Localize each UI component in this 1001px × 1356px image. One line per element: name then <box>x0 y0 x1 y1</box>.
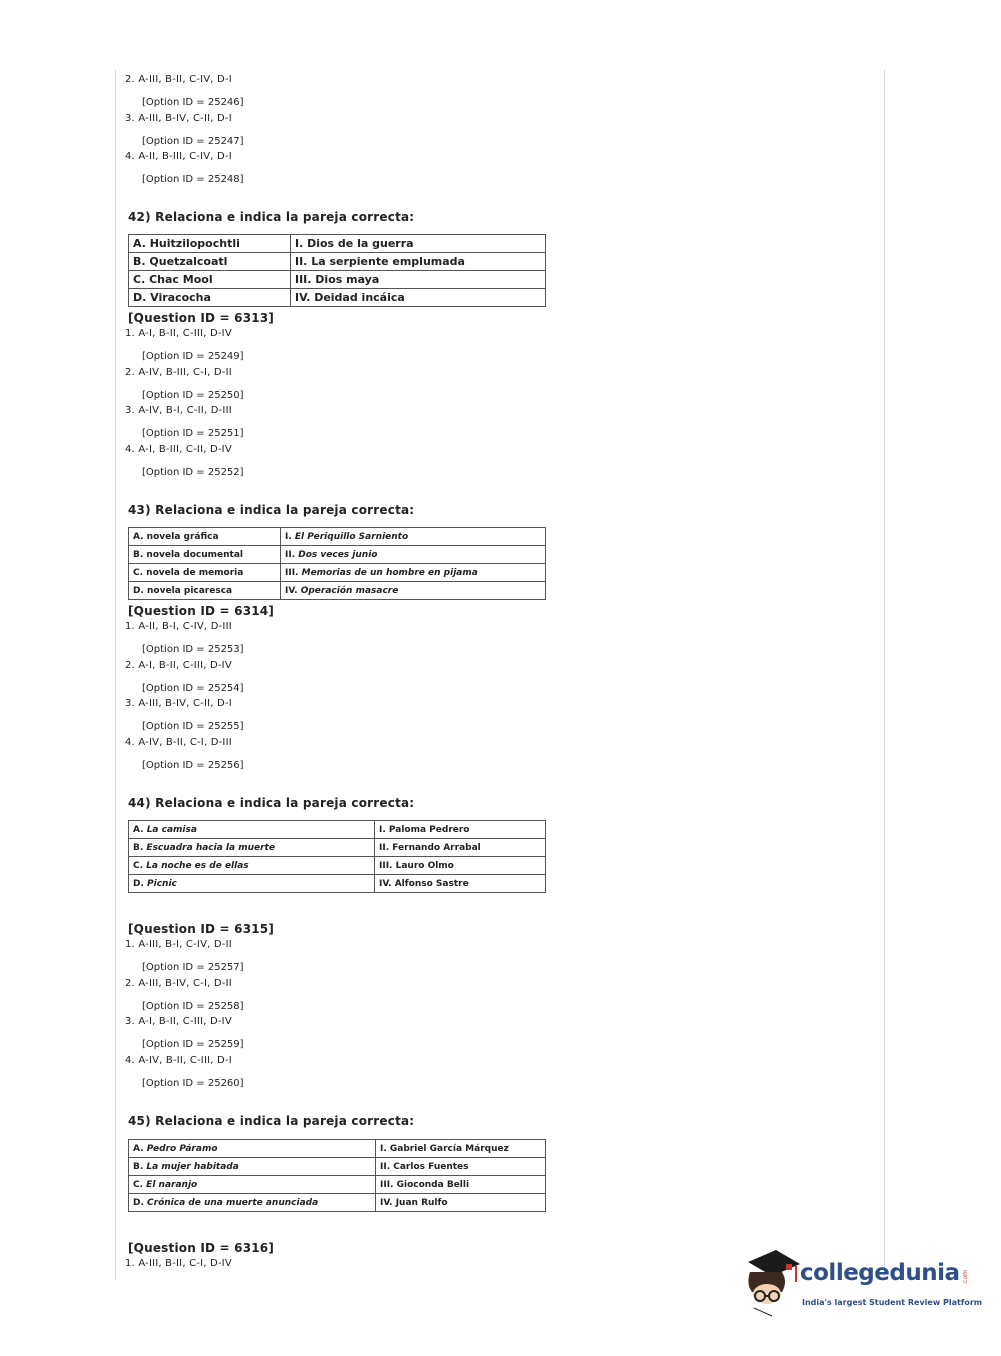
option-id: [Option ID = 25260] <box>142 1078 244 1089</box>
option-text: 4. A-IV, B-II, C-I, D-III <box>125 737 232 748</box>
table-cell <box>129 875 375 893</box>
letter-label: C. <box>133 1179 147 1190</box>
table-cell: III. Dios maya <box>291 271 546 289</box>
work-title: Memorias de un hombre en pijama <box>301 567 478 578</box>
page-frame-left <box>115 70 116 1280</box>
table-cell: IV. Deidad incáica <box>291 289 546 307</box>
table-cell <box>281 582 546 600</box>
table-cell <box>129 857 375 875</box>
option-text: 1. A-III, B-I, C-IV, D-II <box>125 939 232 950</box>
option-id: [Option ID = 25254] <box>142 683 244 694</box>
option-id: [Option ID = 25251] <box>142 428 244 439</box>
option-id: [Option ID = 25259] <box>142 1039 244 1050</box>
table-cell <box>129 1140 376 1158</box>
letter-label: A. <box>133 1143 147 1154</box>
option-text: 4. A-IV, B-II, C-III, D-I <box>125 1055 232 1066</box>
work-title: Operación masacre <box>300 585 399 596</box>
option-id: [Option ID = 25252] <box>142 467 244 478</box>
logo-domain: .com <box>962 1270 969 1285</box>
table-cell <box>281 564 546 582</box>
table-cell: A. novela gráfica <box>129 528 281 546</box>
table-row <box>129 582 546 600</box>
table-row <box>129 821 546 839</box>
work-title: La noche es de ellas <box>146 860 249 871</box>
table-row <box>129 875 546 893</box>
collegedunia-logo <box>742 1248 983 1318</box>
option-text: 4. A-II, B-III, C-IV, D-I <box>125 151 232 162</box>
work-title: Escuadra hacia la muerte <box>146 842 275 853</box>
table-row <box>129 1194 546 1212</box>
table-cell: III. Gioconda Belli <box>376 1176 546 1194</box>
option-text: 1. A-I, B-II, C-III, D-IV <box>125 328 232 339</box>
table-cell: II. La serpiente emplumada <box>291 253 546 271</box>
roman-numeral: IV. <box>285 585 301 596</box>
table-row <box>129 564 546 582</box>
letter-label: C. <box>133 860 147 871</box>
logo-wordmark: collegedunia <box>800 1260 960 1286</box>
table-row <box>129 857 546 875</box>
table-cell: B. novela documental <box>129 546 281 564</box>
table-cell <box>281 528 546 546</box>
table-row <box>129 1140 546 1158</box>
table-row <box>129 839 546 857</box>
table-cell: I. Gabriel García Márquez <box>376 1140 546 1158</box>
table-cell: C. novela de memoria <box>129 564 281 582</box>
table-cell <box>281 546 546 564</box>
roman-numeral: II. <box>285 549 299 560</box>
table-cell <box>129 821 375 839</box>
option-text: 2. A-III, B-IV, C-I, D-II <box>125 978 232 989</box>
work-title: La mujer habitada <box>146 1161 239 1172</box>
option-id: [Option ID = 25255] <box>142 721 244 732</box>
option-text: 4. A-I, B-III, C-II, D-IV <box>125 444 232 455</box>
option-id: [Option ID = 25257] <box>142 962 244 973</box>
table-cell: IV. Alfonso Sastre <box>375 875 546 893</box>
work-title: El Periquillo Sarniento <box>294 531 409 542</box>
work-title: El naranjo <box>146 1179 198 1190</box>
table-row <box>129 289 546 307</box>
match-table-43 <box>128 527 546 600</box>
work-title: Crónica de una muerte anunciada <box>147 1197 319 1208</box>
letter-label: A. <box>133 824 147 835</box>
option-text: 2. A-IV, B-III, C-I, D-II <box>125 367 232 378</box>
table-row <box>129 271 546 289</box>
table-row <box>129 235 546 253</box>
option-id: [Option ID = 25258] <box>142 1001 244 1012</box>
table-row <box>129 1158 546 1176</box>
table-cell: II. Fernando Arrabal <box>375 839 546 857</box>
table-row <box>129 546 546 564</box>
work-title: La camisa <box>146 824 197 835</box>
table-cell: I. Paloma Pedrero <box>375 821 546 839</box>
letter-label: D. <box>133 878 148 889</box>
option-text: 3. A-III, B-IV, C-II, D-I <box>125 698 232 709</box>
roman-numeral: III. <box>285 567 302 578</box>
option-text: 3. A-I, B-II, C-III, D-IV <box>125 1016 232 1027</box>
table-cell: C. Chac Mool <box>129 271 291 289</box>
option-text: 3. A-IV, B-I, C-II, D-III <box>125 405 232 416</box>
match-table-42 <box>128 234 546 307</box>
table-cell <box>129 1158 376 1176</box>
option-text: 3. A-III, B-IV, C-II, D-I <box>125 113 232 124</box>
option-text: 2. A-III, B-II, C-IV, D-I <box>125 74 232 85</box>
table-row <box>129 1176 546 1194</box>
table-cell: IV. Juan Rulfo <box>376 1194 546 1212</box>
option-id: [Option ID = 25253] <box>142 644 244 655</box>
table-cell <box>129 839 375 857</box>
question-title: 45) Relaciona e indica la pareja correcta: <box>128 1114 415 1128</box>
option-id: [Option ID = 25247] <box>142 136 244 147</box>
logo-tagline: India's largest Student Review Platform <box>802 1298 983 1307</box>
option-id: [Option ID = 25248] <box>142 174 244 185</box>
match-table-45 <box>128 1139 546 1212</box>
option-id: [Option ID = 25246] <box>142 97 244 108</box>
letter-label: D. <box>133 1197 148 1208</box>
option-text: 2. A-I, B-II, C-III, D-IV <box>125 660 232 671</box>
question-title: 44) Relaciona e indica la pareja correcta: <box>128 796 415 810</box>
table-cell: I. Dios de la guerra <box>291 235 546 253</box>
option-id: [Option ID = 25250] <box>142 390 244 401</box>
letter-label: B. <box>133 1161 147 1172</box>
table-cell: B. Quetzalcoatl <box>129 253 291 271</box>
question-id: [Question ID = 6314] <box>128 604 275 618</box>
option-text: 1. A-III, B-II, C-I, D-IV <box>125 1258 232 1269</box>
mascot-icon <box>742 1248 804 1318</box>
question-title: 43) Relaciona e indica la pareja correcta: <box>128 503 415 517</box>
table-row <box>129 253 546 271</box>
work-title: Dos veces junio <box>298 549 378 560</box>
option-id: [Option ID = 25249] <box>142 351 244 362</box>
work-title: Picnic <box>147 878 177 889</box>
table-cell: III. Lauro Olmo <box>375 857 546 875</box>
table-cell: A. Huitzilopochtli <box>129 235 291 253</box>
question-id: [Question ID = 6316] <box>128 1241 275 1255</box>
question-title: 42) Relaciona e indica la pareja correcta: <box>128 210 415 224</box>
letter-label: B. <box>133 842 147 853</box>
roman-numeral: I. <box>285 531 295 542</box>
question-id: [Question ID = 6315] <box>128 922 275 936</box>
question-id: [Question ID = 6313] <box>128 311 275 325</box>
table-cell: D. Viracocha <box>129 289 291 307</box>
table-cell <box>129 1194 376 1212</box>
work-title: Pedro Páramo <box>146 1143 218 1154</box>
table-cell: II. Carlos Fuentes <box>376 1158 546 1176</box>
table-cell: D. novela picaresca <box>129 582 281 600</box>
option-id: [Option ID = 25256] <box>142 760 244 771</box>
table-cell <box>129 1176 376 1194</box>
option-text: 1. A-II, B-I, C-IV, D-III <box>125 621 232 632</box>
table-row <box>129 528 546 546</box>
match-table-44 <box>128 820 546 893</box>
page-frame-right <box>884 70 885 1280</box>
